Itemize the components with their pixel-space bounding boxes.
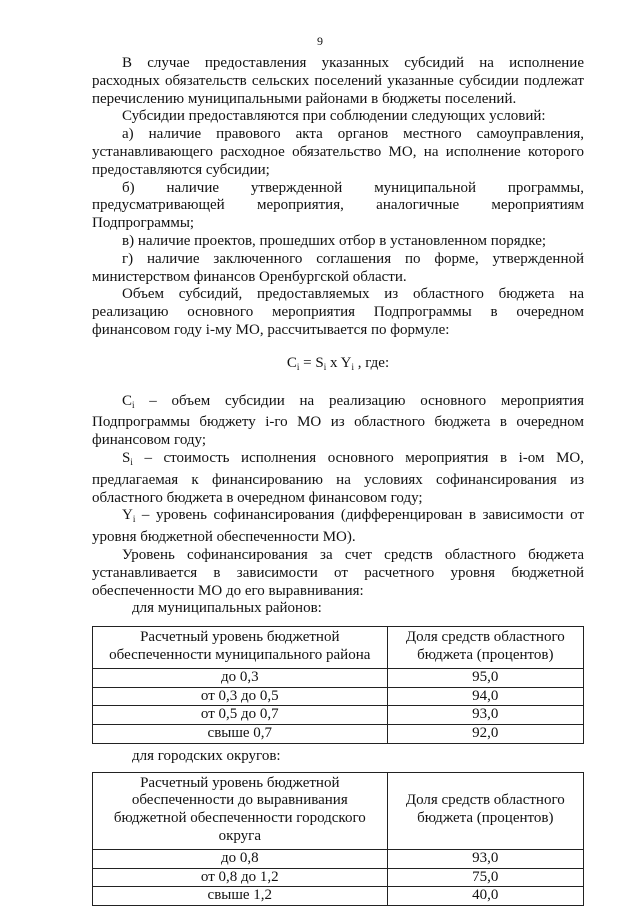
table-cell: свыше 0,7: [93, 725, 388, 744]
table-cell: 94,0: [387, 687, 583, 706]
table-row: [93, 706, 584, 725]
formula-subscript: i: [296, 361, 300, 372]
condition-b: б) наличие утвержденной муниципальной программы, предусматривающей мероприятия, аналогичные мероприятиям Подпрограммы;: [92, 179, 584, 232]
table-header-row: [93, 772, 584, 849]
paragraph-transfer: В случае предоставления указанных субсидий на исполнение расходных обязательств сельских поселений указанные субсидии подлежат перечислению муниципальными районами в бюджеты поселений.: [92, 55, 584, 107]
table-cell: 75,0: [387, 868, 583, 887]
document-body: [92, 55, 584, 906]
formula-y: Y: [340, 354, 352, 371]
formula-subscript: i: [323, 361, 327, 372]
paragraph-conditions-intro: Субсидии предоставляются при соблюдении следующих условий:: [122, 108, 546, 125]
table-row: [93, 687, 584, 706]
table-cell: 92,0: [387, 725, 583, 744]
formula-equals: =: [299, 354, 316, 371]
table-cell: 93,0: [387, 706, 583, 725]
definition-subscript: i: [130, 456, 133, 467]
definition-symbol: Y: [122, 507, 133, 524]
table-header-cell: Доля средств областного бюджета (процентов): [387, 772, 583, 849]
paragraph-volume: Объем субсидий, предоставляемых из областного бюджета на реализацию основного мероприятия Подпрограммы в очередном финансовом году i-му МО, рассчитывается по формуле:: [92, 286, 584, 338]
table-cell: свыше 1,2: [93, 887, 388, 906]
definition-c: [92, 393, 584, 450]
definition-y: [92, 507, 584, 547]
table-row: [93, 868, 584, 887]
definition-text: – объем субсидии на реализацию основного мероприятия Подпрограммы бюджету i-го МО из областного бюджета в очередном финансовом году;: [92, 392, 584, 449]
table-cell: 95,0: [387, 668, 583, 687]
table-cell: 93,0: [387, 849, 583, 868]
table-cell: от 0,5 до 0,7: [93, 706, 388, 725]
table-row: [93, 668, 584, 687]
table-cell: от 0,8 до 1,2: [93, 868, 388, 887]
definition-text: – стоимость исполнения основного мероприятия в i-ом МО, предлагаемая к финансированию на условиях софинансирования из областного бюджета в очередном финансовом году;: [92, 449, 584, 506]
condition-d: г) наличие заключенного соглашения по форме, утвержденной министерством финансов Оренбургской области.: [92, 250, 584, 285]
definition-subscript: i: [132, 514, 136, 525]
table-row: [93, 725, 584, 744]
table-cell: от 0,3 до 0,5: [93, 687, 388, 706]
table1-caption: для муниципальных районов:: [132, 600, 322, 617]
formula-tail: , где:: [354, 354, 390, 371]
table2-caption: для городских округов:: [132, 747, 281, 764]
definition-symbol: C: [122, 392, 133, 409]
table-row: [93, 887, 584, 906]
table-row: [93, 849, 584, 868]
table-header-cell: Доля средств областного бюджета (процентов): [387, 627, 583, 669]
table-header-row: [93, 627, 584, 669]
definition-subscript: i: [132, 399, 135, 410]
table-header-cell: Расчетный уровень бюджетной обеспеченности до выравнивания бюджетной обеспеченности городского округа: [93, 772, 388, 849]
formula-s: S: [315, 354, 324, 371]
table-cell: до 0,3: [93, 668, 388, 687]
table-cell: 40,0: [387, 887, 583, 906]
table-header-cell: Расчетный уровень бюджетной обеспеченности муниципального района: [93, 627, 388, 669]
table-cell: до 0,8: [93, 849, 388, 868]
city-districts-table: [92, 772, 584, 906]
condition-c: в) наличие проектов, прошедших отбор в установленном порядке;: [122, 232, 547, 249]
formula: [92, 355, 584, 377]
formula-c: C: [286, 354, 297, 371]
definition-text: – уровень софинансирования (дифференцирован в зависимости от уровня бюджетной обеспеченности МО).: [92, 507, 584, 546]
formula-subscript: i: [351, 361, 355, 372]
paragraph-cofinancing: Уровень софинансирования за счет средств областного бюджета устанавливается в зависимости от расчетного уровня бюджетной обеспеченности МО до его выравнивания:: [92, 546, 584, 599]
formula-multiply: x: [326, 354, 341, 371]
municipal-districts-table: [92, 626, 584, 744]
definition-symbol: S: [122, 449, 131, 466]
page-number: 9: [317, 34, 323, 48]
definition-s: [92, 450, 584, 507]
condition-a: а) наличие правового акта органов местного самоуправления, устанавливающего расходное обязательство МО, на исполнение которого предоставляются субсидии;: [92, 126, 584, 178]
